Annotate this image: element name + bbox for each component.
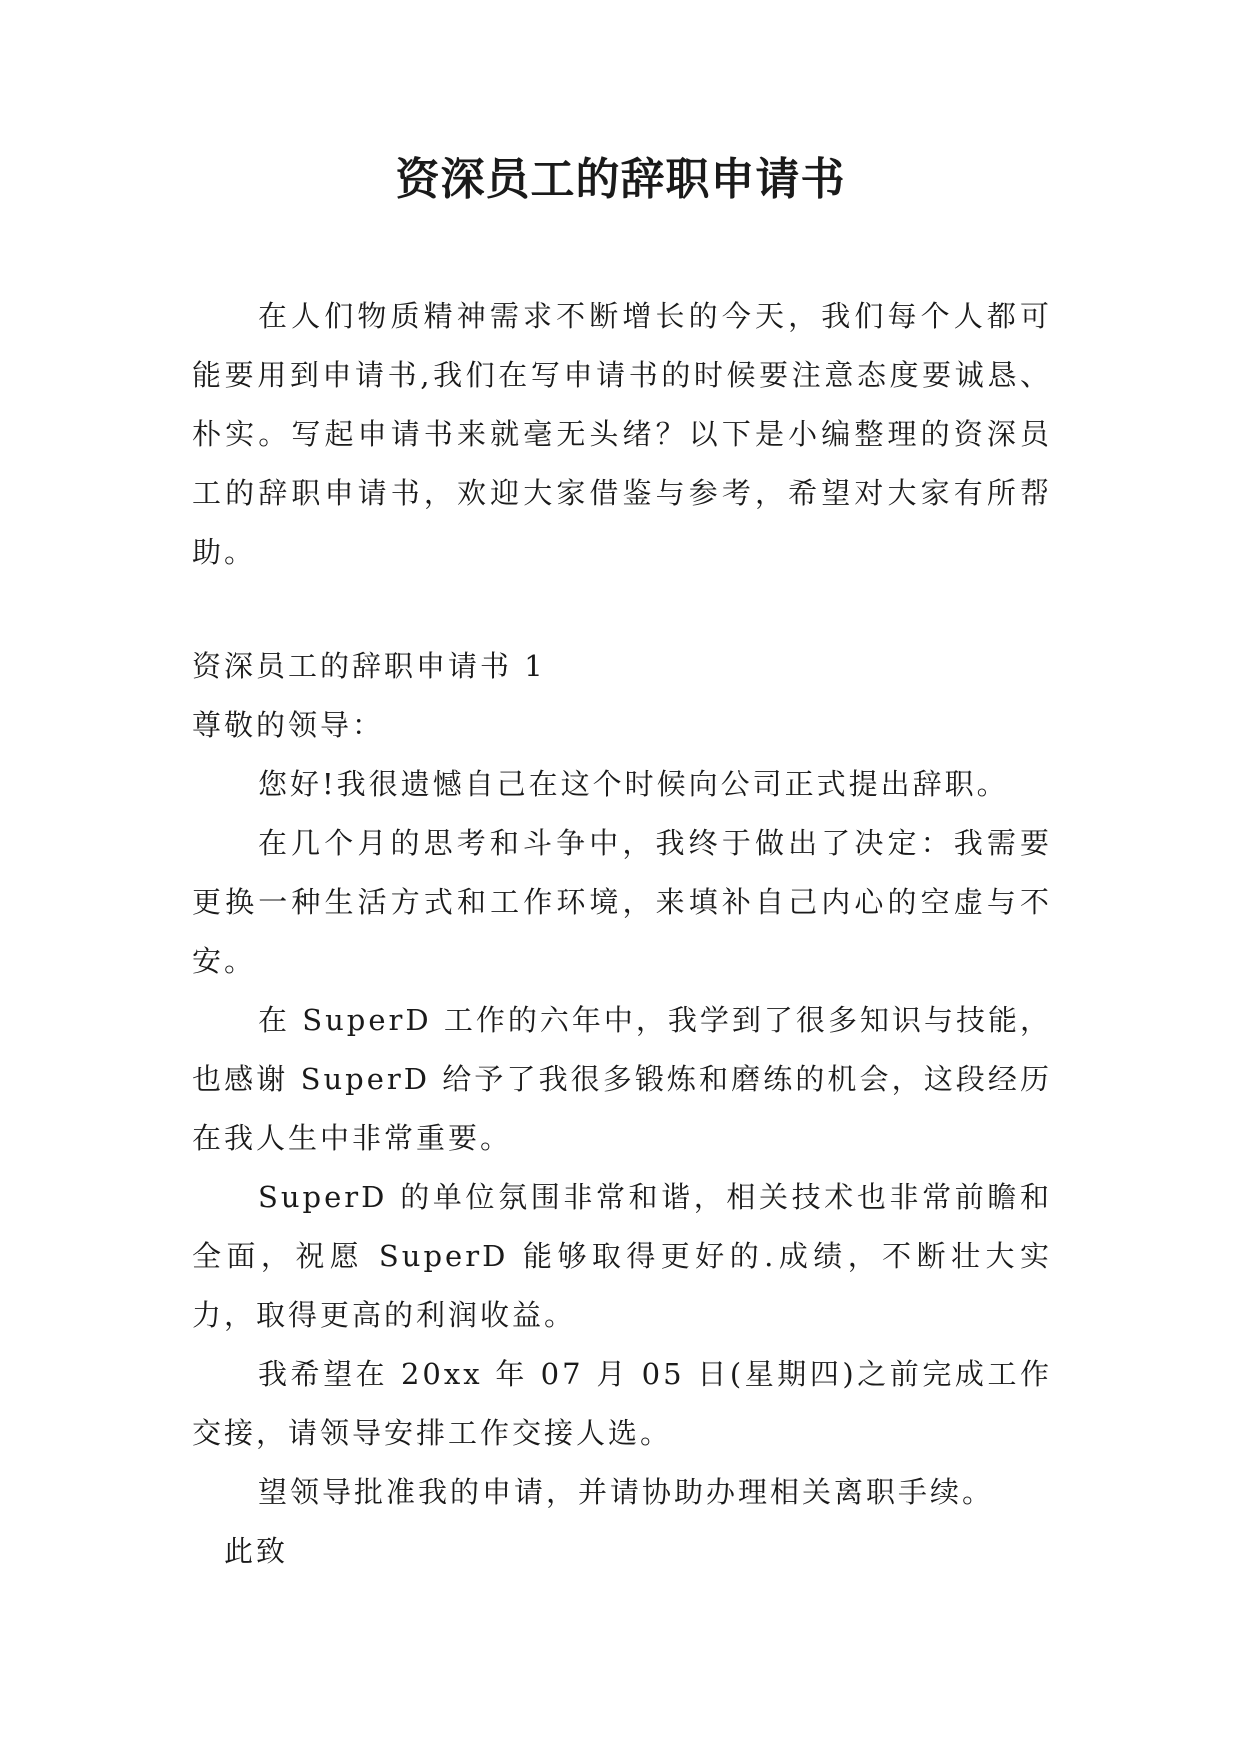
intro-paragraph: 在人们物质精神需求不断增长的今天，我们每个人都可能要用到申请书,我们在写申请书的时候要注意态度要诚恳、朴实。写起申请书来就毫无头绪？以下是小编整理的资深员工的辞职申请书，欢迎大家借鉴与参考，希望对大家有所帮助。 bbox=[192, 299, 1052, 569]
letter-paragraph-4: SuperD 的单位氛围非常和谐，相关技术也非常前瞻和全面，祝愿 SuperD 能够取得更好的.成绩，不断壮大实力，取得更高的利润收益。 bbox=[192, 1180, 1052, 1332]
letter-paragraph-3: 在 SuperD 工作的六年中，我学到了很多知识与技能，也感谢 SuperD 给予了我很多锻炼和磨练的机会，这段经历在我人生中非常重要。 bbox=[192, 1003, 1052, 1155]
salutation: 尊敬的领导： bbox=[192, 708, 385, 742]
letter-paragraph-2: 在几个月的思考和斗争中，我终于做出了决定：我需要更换一种生活方式和工作环境，来填补自己内心的空虚与不安。 bbox=[192, 826, 1052, 978]
section-heading: 资深员工的辞职申请书 1 bbox=[192, 649, 546, 683]
document-title: 资深员工的辞职申请书 bbox=[395, 154, 846, 205]
closing-line: 此致 bbox=[224, 1534, 289, 1568]
letter-body bbox=[192, 637, 1052, 1581]
letter-paragraph-1: 您好!我很遗憾自己在这个时候向公司正式提出辞职。 bbox=[258, 767, 1009, 801]
letter-paragraph-5: 我希望在 20xx 年 07 月 05 日(星期四)之前完成工作交接，请领导安排工作交接人选。 bbox=[192, 1357, 1052, 1450]
letter-paragraph-6: 望领导批准我的申请，并请协助办理相关离职手续。 bbox=[258, 1475, 995, 1509]
